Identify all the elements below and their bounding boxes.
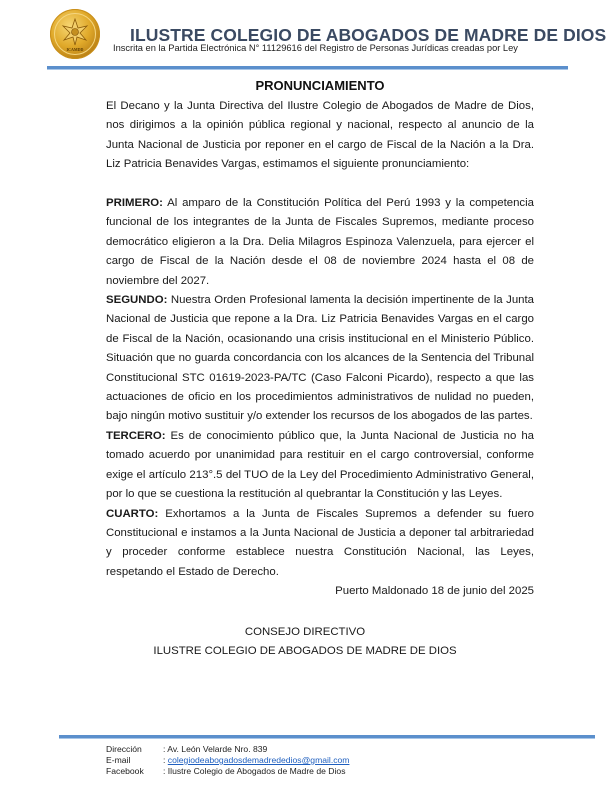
document-body [106, 97, 534, 602]
signature-line-1: CONSEJO DIRECTIVO [244, 626, 366, 638]
facebook-value: : Ilustre Colegio de Abogados de Madre de Dios [163, 766, 346, 776]
paragraph-spacer [106, 175, 534, 194]
section-text: Exhortamos a la Junta de Fiscales Supremos a defender su fuero Constitucional e instamos a la Junta Nacional de Justicia a deponer tal arbitrariedad y proceder conforme establece nuestra Constitución Nacional, las Leyes, respetando el Estado de Derecho. [106, 507, 534, 578]
section-label: SEGUNDO: [106, 294, 168, 307]
star-emblem-icon [61, 18, 89, 46]
section-label: PRIMERO: [106, 197, 163, 210]
section-tercero [106, 427, 534, 505]
footer-row-address [106, 744, 349, 755]
email-value [163, 755, 349, 766]
footer-label: Dirección [106, 744, 142, 754]
footer-row-facebook [106, 766, 349, 777]
signature-line-2: ILUSTRE COLEGIO DE ABOGADOS DE MADRE DE DIOS [153, 645, 457, 658]
footer-divider [59, 735, 595, 739]
section-segundo [106, 291, 534, 427]
contact-footer [106, 744, 349, 777]
place-and-date: Puerto Maldonado 18 de junio del 2025 [335, 585, 534, 598]
registration-subtitle: Inscrita en la Partida Electrónica N° 11129616 del Registro de Personas Jurídicas creadas por Ley [113, 43, 518, 53]
email-link[interactable]: colegiodeabogadosdemadrededios@gmail.com [167, 755, 350, 765]
section-text: Al amparo de la Constitución Política del Perú 1993 y la competencia funcional de los integrantes de la Junta de Fiscales Supremos, mediante proceso democrático eligieron a la Dra. Delia Milagros Espinoza Valenzuela, para ejercer el cargo de Fiscal de la Nación desde el 08 de noviembre 2024 hasta el 08 de noviembre del 2027. [106, 197, 534, 287]
signature-block [106, 623, 534, 662]
footer-label: E-mail [106, 755, 131, 765]
address-value: : Av. León Velarde Nro. 839 [163, 744, 268, 754]
seal-text: ICAMDD [66, 47, 84, 52]
intro-paragraph: El Decano y la Junta Directiva del Ilustre Colegio de Abogados de Madre de Dios, nos dirigimos a la opinión pública regional y nacional, respecto al anuncio de la Junta Nacional de Justicia por reponer en el cargo de Fiscal de la Nación a la Dra. Liz Patricia Benavides Vargas, estimamos el siguiente pronunciamiento: [106, 100, 534, 171]
organization-title: ILUSTRE COLEGIO DE ABOGADOS DE MADRE DE DIOS [130, 25, 607, 45]
section-label: TERCERO: [106, 429, 166, 442]
footer-label: Facebook [106, 766, 144, 776]
section-text: Es de conocimiento público que, la Junta Nacional de Justicia no ha tomado acuerdo por unanimidad para restituir en el cargo controversial, conforme exige el artículo 213°.5 del TUO de la Ley del Procedimiento Administrativo General, por lo que se cuestiona la restitución al quebrantar la Constitución y las Leyes. [106, 429, 534, 501]
header-divider [47, 66, 568, 70]
section-cuarto [106, 505, 534, 583]
gold-seal-star-icon [50, 9, 100, 59]
section-label: CUARTO: [106, 507, 159, 520]
section-text: Nuestra Orden Profesional lamenta la decisión impertinente de la Junta Nacional de Justicia que repone a la Dra. Liz Patricia Benavides Vargas en el cargo de Fiscal de la Nación, ocasionando una crisis institucional en el Ministerio Público. Situación que no guarda concordancia con los alcances de la Sentencia del Tribunal Constitucional STC 01619-2023-PA/TC (Caso Falconi Picardo), respecto a que las actuaciones de oficio en los procedimientos administrativos de nulidad no pueden, bajo ningún motivo sustituir y/o extender los recursos de los abogados de las partes. [106, 294, 534, 423]
letterhead [0, 0, 612, 72]
document-title: PRONUNCIAMIENTO [255, 78, 385, 93]
section-primero [106, 194, 534, 291]
email-prefix: : [163, 755, 168, 765]
footer-row-email [106, 755, 349, 766]
